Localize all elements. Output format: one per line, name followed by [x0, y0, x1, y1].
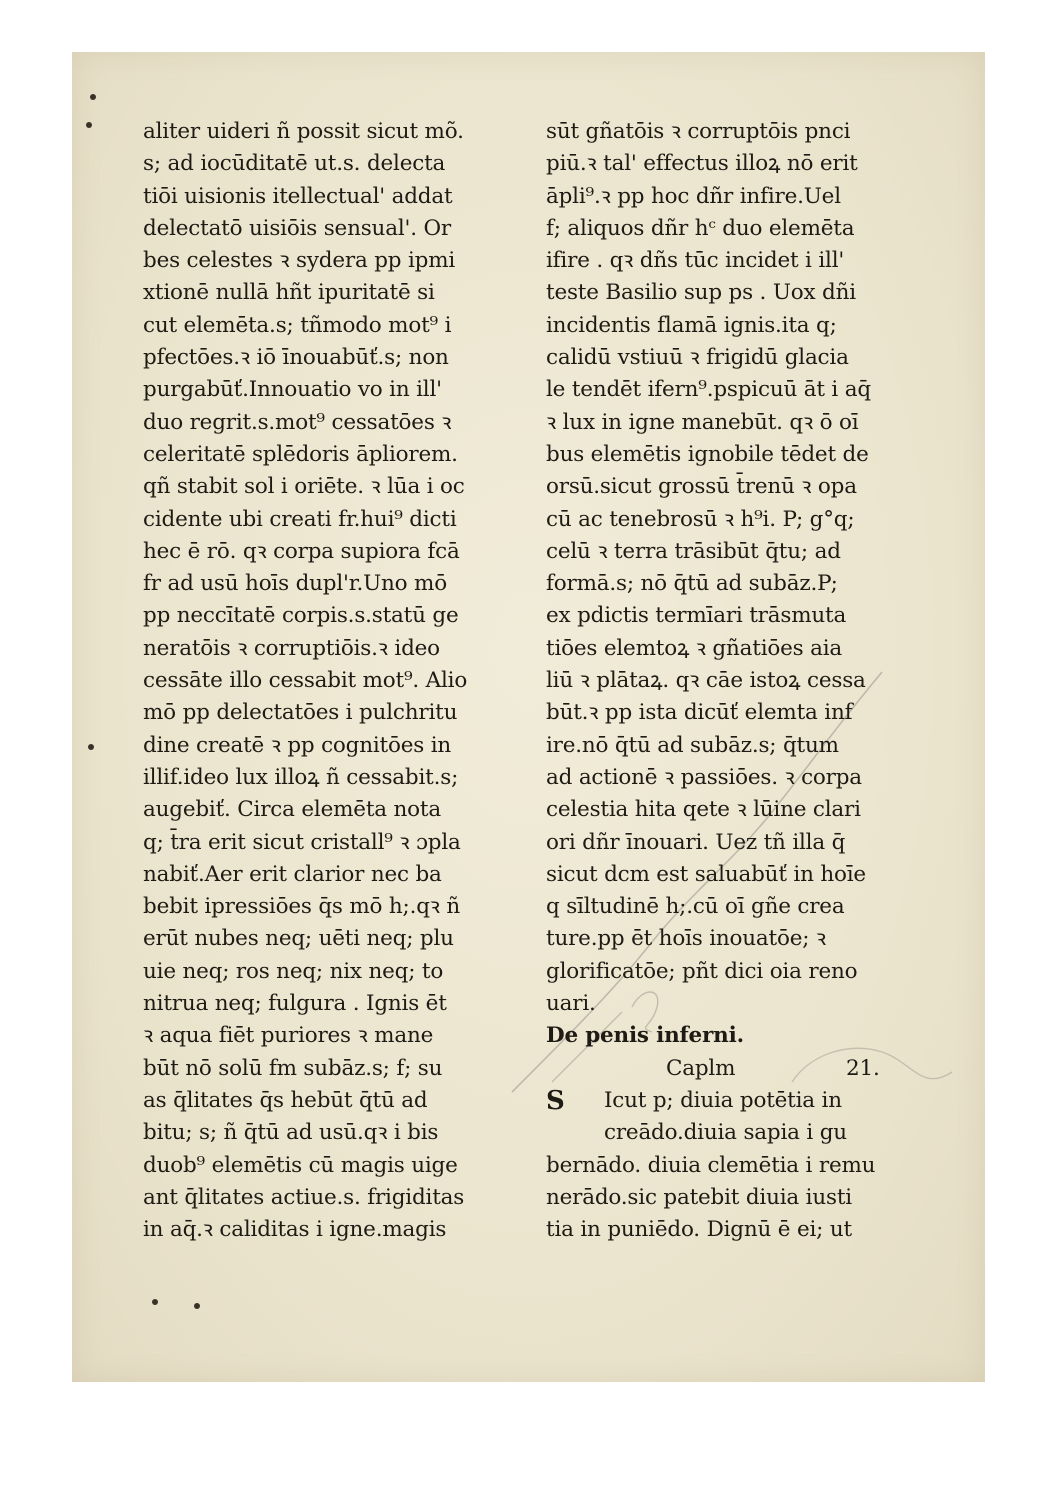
text-line: q sīltudinē h;.cū oī gñe crea	[546, 894, 845, 920]
page-mark-dot	[152, 1299, 158, 1305]
text-line: dine creatē ꝛ pp cognitōes in	[143, 732, 452, 758]
text-line: ant q̄litates actiue.s. frigiditas	[143, 1184, 465, 1210]
text-line: celū ꝛ terra trāsibūt q̄tu; ad	[546, 538, 841, 564]
text-line: hec ē rō. qꝛ corpa supiora fcā	[143, 538, 460, 564]
text-line: ex pdictis termīari trāsmuta	[546, 603, 847, 629]
text-line: q; t̄ra erit sicut cristall⁹ ꝛ ɔpla	[143, 829, 461, 855]
text-line: purgabūť.Innouatio vo in ill'	[143, 377, 442, 403]
text-line	[546, 1085, 891, 1117]
text-line: as q̄litates q̄s hebūt q̄tū ad	[143, 1087, 428, 1113]
text-line: uari.	[546, 991, 596, 1017]
text-line: pfectōes.ꝛ iō īnouabūť.s; non	[143, 345, 449, 371]
text-line: cū ac tenebrosū ꝛ h⁹i. P; g°q;	[546, 506, 855, 532]
text-line: būt.ꝛ pp ista dicūť elemta inf	[546, 700, 853, 726]
text-line: qñ stabit sol i oriēte. ꝛ lūa i oc	[143, 474, 465, 500]
text-line: ture.pp ēt hoīs inouatōe; ꝛ	[546, 926, 826, 952]
text-line: augebiť. Circa elemēta nota	[143, 797, 441, 823]
text-line: ꝛ aqua fiēt puriores ꝛ mane	[143, 1023, 434, 1049]
page-mark-dot	[90, 94, 96, 100]
text-line: tiōi uisionis itellectual' addat	[143, 183, 453, 209]
text-line: ire.nō q̄tū ad subāz.s; q̄tum	[546, 732, 839, 758]
text-line: teste Basilio sup ps . Uox dñi	[546, 280, 856, 306]
text-line: nerādo.sic patebit diuia iusti	[546, 1184, 852, 1210]
text-line: delectatō uisiōis sensual'. Or	[143, 215, 451, 241]
text-line: le tendēt ifern⁹.pspicuū āt i aq̄	[546, 377, 871, 403]
page-mark-dot	[194, 1303, 200, 1309]
text-line: tia in puniēdo. Dignū ē ei; ut	[546, 1217, 852, 1243]
text-line: piū.ꝛ tal' effectus illoꝝ nō erit	[546, 151, 858, 177]
text-line: fr ad usū hoīs dupl'r.Uno mō	[143, 571, 447, 597]
text-line: orsū.sicut grossū t̄renū ꝛ opa	[546, 474, 857, 500]
text-line: nitrua neq; fulgura . Ignis ēt	[143, 991, 447, 1017]
text-line: formā.s; nō q̄tū ad subāz.P;	[546, 571, 838, 597]
text-line: s; ad iocūditatē ut.s. delecta	[143, 151, 446, 177]
chapter-label: Caplm	[666, 1055, 736, 1081]
text-line: pp neccītatē corpis.s.statū ge	[143, 603, 459, 629]
text-line: incidentis flamā ignis.ita q;	[546, 312, 837, 338]
text-line: nabiť.Aer erit clarior nec ba	[143, 861, 442, 887]
text-line: in aq̄.ꝛ caliditas i igne.magis	[143, 1217, 447, 1243]
parchment-leaf	[72, 52, 985, 1382]
text-line: mō pp delectatōes i pulchritu	[143, 700, 458, 726]
chapter-number: 21.	[846, 1055, 880, 1081]
text-line: ꝛ lux in igne manebūt. qꝛ ō oī	[546, 409, 859, 435]
text-line: bes celestes ꝛ sydera pp ipmi	[143, 248, 456, 274]
text-line: uie neq; ros neq; nix neq; to	[143, 958, 444, 984]
text-line: celestia hita qete ꝛ lūine clari	[546, 797, 861, 823]
text-line: cut elemēta.s; tñmodo mot⁹ i	[143, 312, 452, 338]
section-heading: De penis inferni.	[546, 1023, 744, 1049]
text-line: calidū vstiuū ꝛ frigidū glacia	[546, 345, 849, 371]
text-line: sicut dcm est saluabūť in hoīe	[546, 861, 866, 887]
text-line: cessāte illo cessabit mot⁹. Alio	[143, 668, 468, 694]
text-line: bus elemētis ignobile tēdet de	[546, 441, 869, 467]
text-line: illif.ideo lux illoꝝ ñ cessabit.s;	[143, 764, 459, 790]
text-line: erūt nubes neq; uēti neq; plu	[143, 926, 454, 952]
text-line: ori dñr īnouari. Uez tñ illa q̄	[546, 829, 846, 855]
text-line: cidente ubi creati fr.hui⁹ dicti	[143, 506, 457, 532]
right-text-column	[546, 116, 891, 1246]
text-line: creādo.diuia sapia i gu	[604, 1120, 847, 1146]
text-line: bebit ipressiōes q̄s mō h;.qꝛ ñ	[143, 894, 461, 920]
text-line: bernādo. diuia clemētia i remu	[546, 1152, 876, 1178]
page-mark-dot	[88, 744, 94, 750]
text-line: bitu; s; ñ q̄tū ad usū.qꝛ i bis	[143, 1120, 439, 1146]
text-line: neratōis ꝛ corruptiōis.ꝛ ideo	[143, 635, 440, 661]
text-line: ifire . qꝛ dñs tūc incidet i ill'	[546, 248, 845, 274]
left-text-column	[143, 116, 488, 1246]
text-line: duob⁹ elemētis cū magis uige	[143, 1152, 458, 1178]
text-line: glorificatōe; pñt dici oia reno	[546, 958, 858, 984]
text-line: sūt gñatōis ꝛ corruptōis pnci	[546, 119, 851, 144]
text-line-content: Icut p; diuia potētia in	[604, 1087, 842, 1113]
initial-letter: S	[546, 1085, 565, 1116]
chapter-heading	[546, 1053, 891, 1085]
page-mark-dot	[86, 122, 92, 128]
text-line: tiōes elemtoꝝ ꝛ gñatiōes aia	[546, 635, 843, 661]
text-line: aliter uideri ñ possit sicut mõ.	[143, 119, 464, 144]
text-line: duo regrit.s.mot⁹ cessatōes ꝛ	[143, 409, 452, 435]
text-line: xtionē nullā hñt ipuritatē si	[143, 280, 435, 306]
text-line: ad actionē ꝛ passiōes. ꝛ corpa	[546, 764, 862, 790]
text-line: liū ꝛ plātaꝝ. qꝛ cāe istoꝝ cessa	[546, 668, 866, 694]
text-line: būt nō solū fm subāz.s; f; su	[143, 1055, 443, 1081]
text-line: f; aliquos dñr hᶜ duo elemēta	[546, 215, 855, 241]
text-line: celeritatē splēdoris āpliorem.	[143, 441, 458, 467]
text-line: āpli⁹.ꝛ pp hoc dñr infire.Uel	[546, 183, 841, 209]
